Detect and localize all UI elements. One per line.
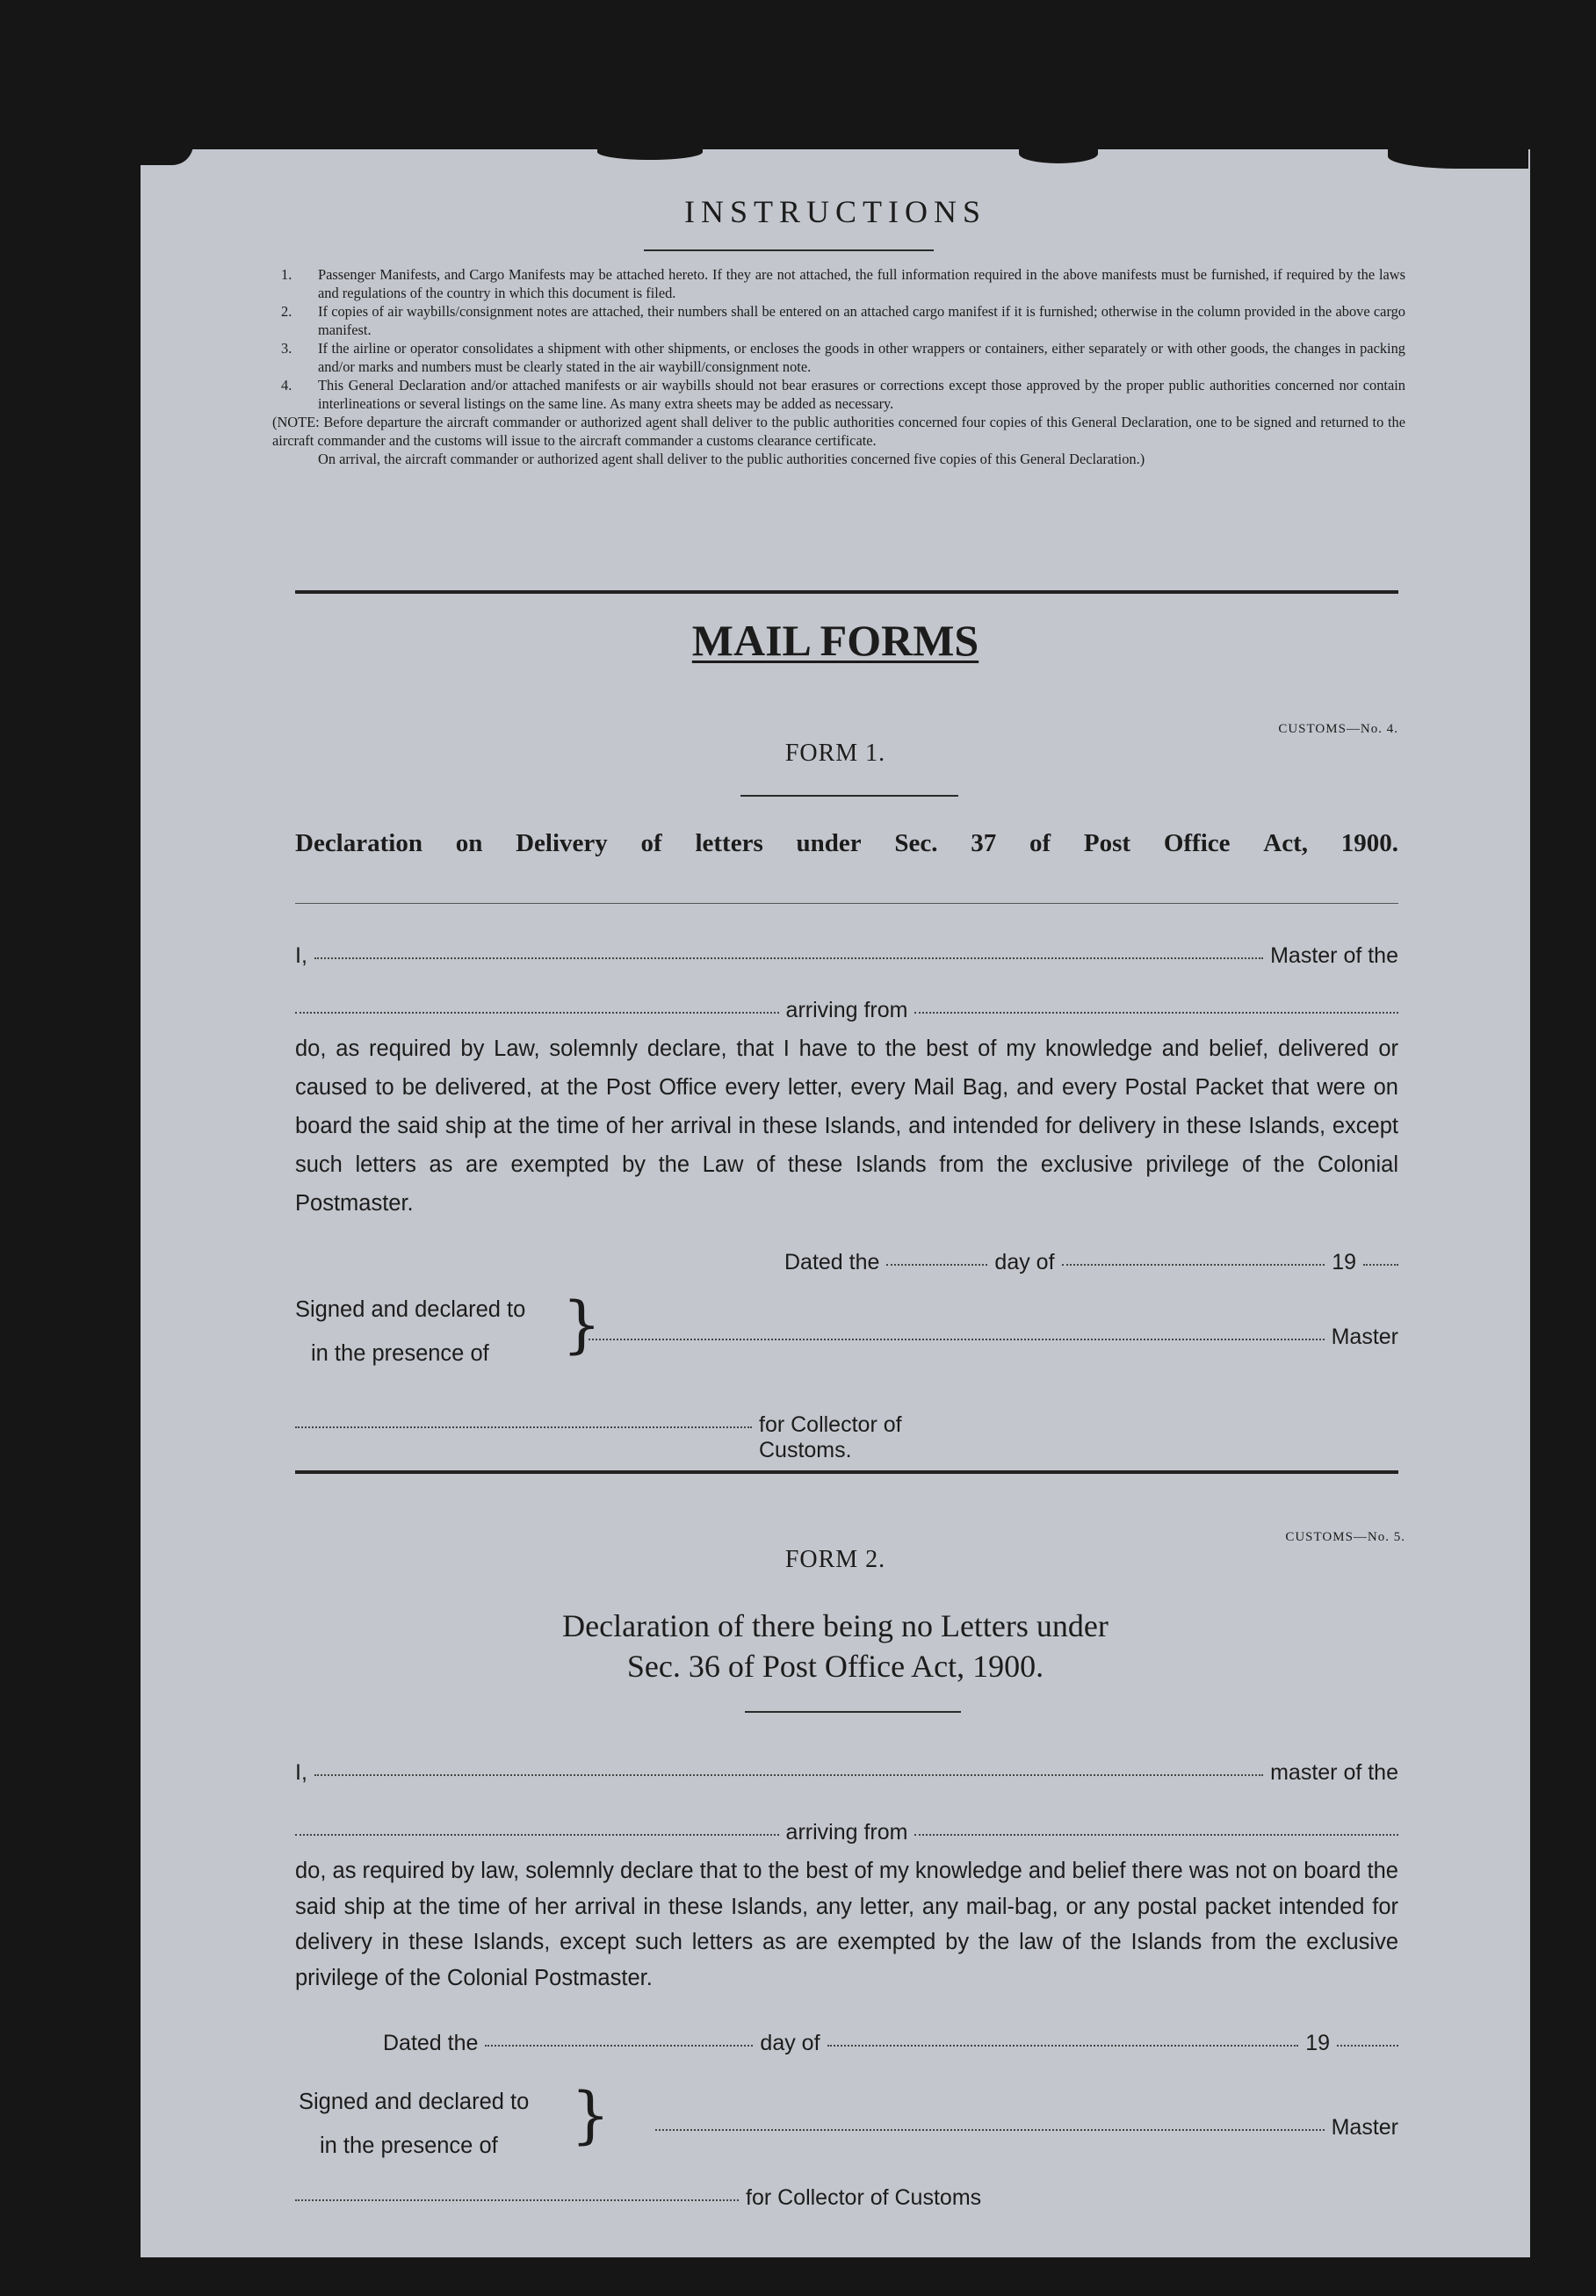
form2-date-line: Dated the day of 19 bbox=[383, 2031, 1398, 2056]
form1-collector-field[interactable] bbox=[295, 1426, 752, 1428]
form1-brace: } bbox=[562, 1289, 602, 1361]
form1-origin-field[interactable] bbox=[914, 1012, 1398, 1014]
form1-name-field[interactable] bbox=[314, 957, 1263, 959]
form1-ship-line: arriving from bbox=[295, 998, 1398, 1023]
mail-forms-title: MAIL FORMS bbox=[691, 616, 979, 665]
form2-heading-rule bbox=[745, 1711, 961, 1713]
instruction-item: 3. If the airline or operator consolidates a shipment with other shipments, or encloses the goods in other wrappers or containers, either separately or with other goods, the changes in packing and/or marks and numbers must be clearly stated in the air waybill/consignment note. bbox=[281, 340, 1405, 375]
form2-brace: } bbox=[571, 2079, 610, 2151]
document-page bbox=[141, 149, 1530, 2257]
form1-heading-rule bbox=[740, 795, 958, 797]
form2-month-field[interactable] bbox=[827, 2045, 1299, 2047]
form1-date-line: Dated the day of 19 bbox=[784, 1250, 1398, 1275]
instruction-note-arrival: On arrival, the aircraft commander or authorized agent shall deliver to the public authorities concerned five copies of this General Declaration.) bbox=[318, 451, 1145, 467]
form1-year-field[interactable] bbox=[1363, 1264, 1398, 1266]
section-divider bbox=[295, 590, 1398, 594]
form2-master-line: Master bbox=[655, 2115, 1398, 2141]
instructions-list bbox=[272, 265, 1405, 468]
form2-master-signature-field[interactable] bbox=[655, 2129, 1325, 2131]
form2-body: do, as required by law, solemnly declare that to the best of my knowledge and belief there was not on board the said ship at the time of her arrival in these Islands, any letter, any mail-bag, or any postal packet intended for delivery in these Islands, except such letters as are exempted by the law of the Islands from the exclusive privilege of the Colonial Postmaster. bbox=[295, 1859, 1398, 1990]
form1-heading: FORM 1. bbox=[784, 740, 886, 767]
torn-edge bbox=[1019, 144, 1098, 163]
instructions-title: INSTRUCTIONS bbox=[683, 194, 986, 229]
instruction-item: 2. If copies of air waybills/consignment notes are attached, their numbers shall be entered on an attached cargo manifest if it is furnished; otherwise in the column provided in the above cargo manifest. bbox=[281, 303, 1405, 338]
form2-declaration-title: Declaration of there being no Letters under Sec. 36 of Post Office Act, 1900. bbox=[562, 1608, 1109, 1684]
form2-ship-line: arriving from bbox=[295, 1820, 1398, 1845]
instruction-item: 4. This General Declaration and/or attached manifests or air waybills should not bear erasures or corrections except those approved by the proper public authorities concerned nor contain interlineations or several listings on the same line. As many extra sheets may be added as necessary. bbox=[281, 377, 1405, 412]
form1-month-field[interactable] bbox=[1062, 1264, 1325, 1266]
form1-ship-field[interactable] bbox=[295, 1012, 779, 1014]
title-underline bbox=[644, 249, 934, 251]
form1-master-line: Master bbox=[589, 1325, 1398, 1350]
form2-heading: FORM 2. bbox=[784, 1546, 886, 1573]
form2-signed-block: Signed and declared to in the presence of bbox=[299, 2090, 530, 2158]
torn-edge bbox=[141, 144, 193, 165]
torn-edge bbox=[1388, 144, 1528, 169]
form1-day-field[interactable] bbox=[886, 1264, 987, 1266]
form2-name-line: I, master of the bbox=[295, 1760, 1398, 1785]
customs-ref-form1: CUSTOMS—No. 4. bbox=[1278, 722, 1398, 736]
form2-collector-field[interactable] bbox=[295, 2199, 739, 2201]
form1-body: do, as required by Law, solemnly declare, that I have to the best of my knowledge and belief, delivered or caused to be delivered, at the Post Office every letter, every Mail Bag, and every Postal Packet that were on board the said ship at the time of her arrival in these Islands, and intended for delivery in these Islands, except such letters as are exempted by the Law of these Islands from the exclusive privilege of the Colonial Postmaster. bbox=[295, 1036, 1398, 1216]
form1-master-signature-field[interactable] bbox=[589, 1339, 1325, 1340]
form1-signed-block: Signed and declared to in the presence of bbox=[295, 1297, 526, 1366]
instruction-note: (NOTE: Before departure the aircraft commander or authorized agent shall deliver to the public authorities concerned four copies of this General Declaration, one to be signed and returned to the aircraft commander and the customs will issue to the aircraft commander a customs clearance certificate. bbox=[272, 414, 1405, 449]
form1-title-rule bbox=[295, 903, 1398, 904]
form2-year-field[interactable] bbox=[1337, 2045, 1398, 2047]
customs-ref-form2: CUSTOMS—No. 5. bbox=[1285, 1530, 1405, 1544]
section-divider bbox=[295, 1470, 1398, 1474]
form2-name-field[interactable] bbox=[314, 1774, 1263, 1776]
form2-collector-line: for Collector of Customs bbox=[295, 2185, 1042, 2211]
torn-edge bbox=[597, 144, 703, 160]
form2-day-field[interactable] bbox=[485, 2045, 753, 2047]
form2-origin-field[interactable] bbox=[914, 1834, 1398, 1836]
instruction-item: 1. Passenger Manifests, and Cargo Manifests may be attached hereto. If they are not attached, the full information required in the above manifests must be furnished, if required by the laws and regulations of the country in which this document is filed. bbox=[281, 266, 1405, 301]
form1-collector-line: for Collector of Customs. bbox=[295, 1412, 910, 1463]
form2-ship-field[interactable] bbox=[295, 1834, 779, 1836]
form1-name-line: I, Master of the bbox=[295, 943, 1398, 968]
form1-declaration-title: Declaration on Delivery of letters under Sec. 37 of Post Office Act, 1900. bbox=[295, 829, 1398, 857]
